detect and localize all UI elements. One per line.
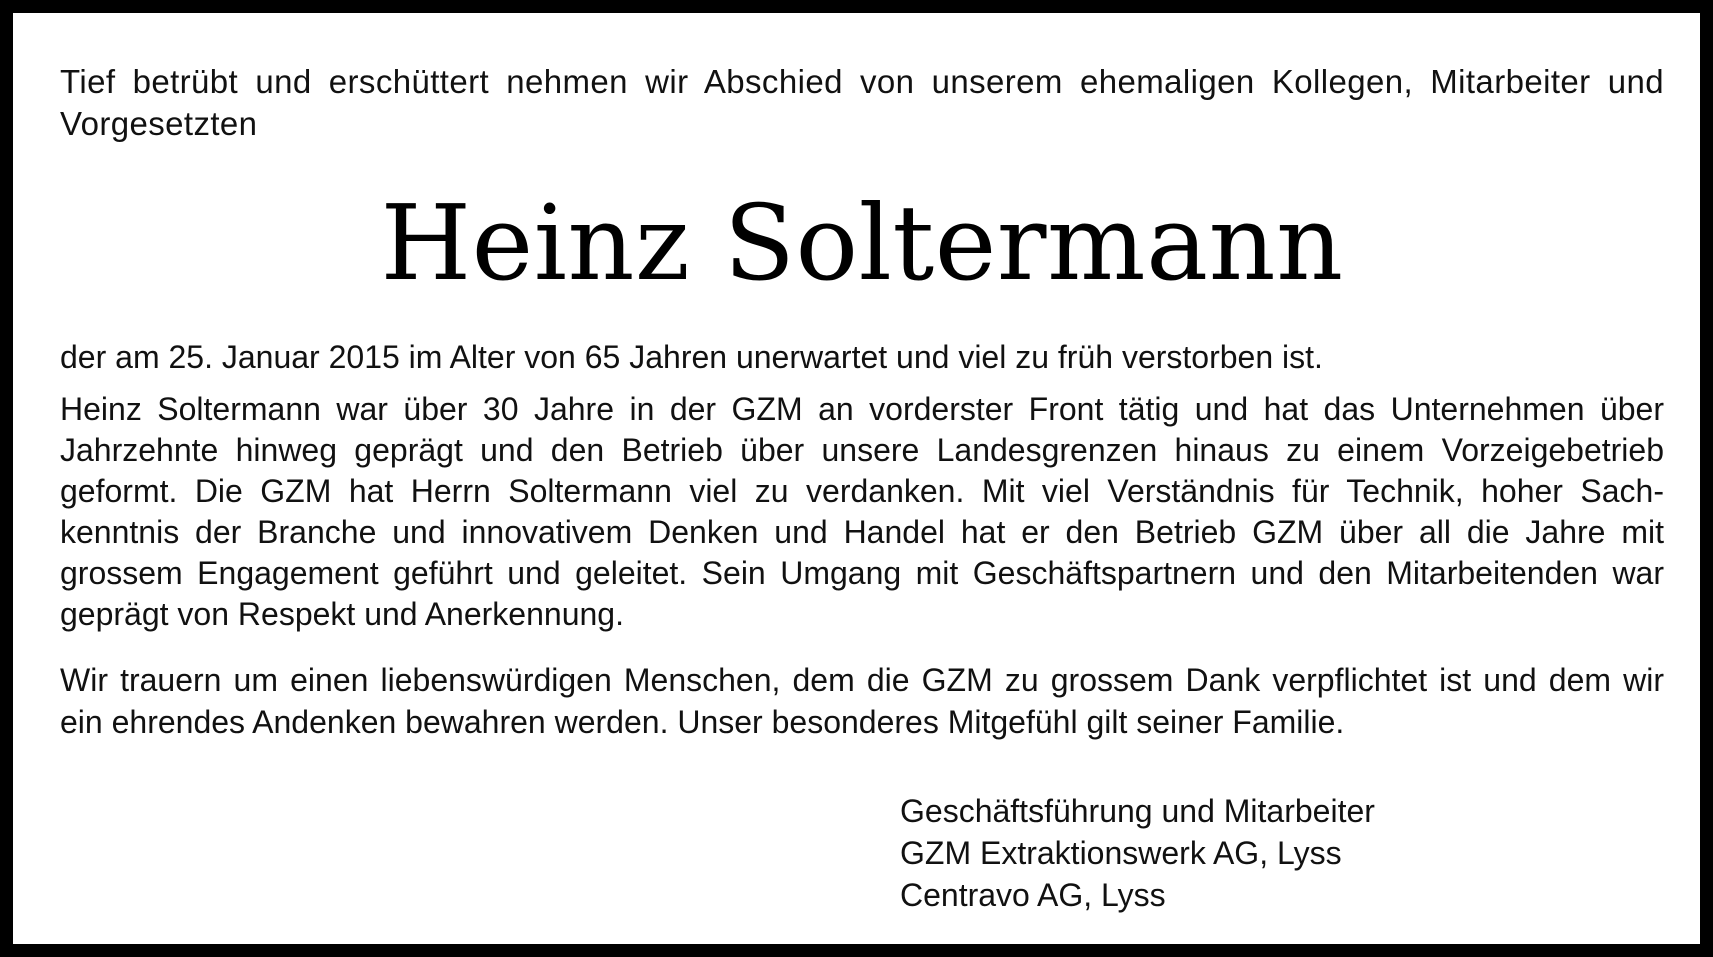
condolence-line: Wir trauern um einen liebenswürdigen Menschen, dem die GZM zu grossem Dank verpflichtet ist und dem wir	[60, 662, 1664, 698]
intro-line: Vorgesetzten	[60, 105, 258, 142]
tribute-line: Jahrzehnte hinweg geprägt und den Betrieb über unsere Landesgrenzen hinaus zu einem Vorzeigebetrieb	[60, 432, 1664, 468]
intro-line: Tief betrübt und erschüttert nehmen wir Abschied von unserem ehemaligen Kollegen, Mitarbeiter und	[60, 63, 1664, 100]
tribute-paragraph	[60, 389, 1664, 635]
signature-line: Centravo AG, Lyss	[900, 877, 1166, 913]
tribute-line: kenntnis der Branche und innovativem Denken und Handel hat er den Betrieb GZM über all die Jahre mit	[60, 514, 1664, 550]
tribute-line: geformt. Die GZM hat Herrn Soltermann viel zu verdanken. Mit viel Verständnis für Technik, hoher Sach-	[60, 473, 1664, 509]
signature-line: Geschäftsführung und Mitarbeiter	[900, 793, 1375, 829]
death-statement: der am 25. Januar 2015 im Alter von 65 Jahren unerwartet und viel zu früh verstorben ist.	[60, 339, 1323, 375]
tribute-line: Heinz Soltermann war über 30 Jahre in der GZM an vorderster Front tätig und hat das Unternehmen über	[60, 391, 1664, 427]
signature-block	[900, 790, 1375, 916]
deceased-name: Heinz Soltermann	[380, 182, 1344, 304]
tribute-line: grossem Engagement geführt und geleitet. Sein Umgang mit Geschäftspartnern und den Mitarbeitenden war	[60, 555, 1664, 591]
intro-paragraph	[60, 61, 1664, 145]
signature-line: GZM Extraktionswerk AG, Lyss	[900, 835, 1342, 871]
condolence-paragraph	[60, 659, 1664, 743]
tribute-line: geprägt von Respekt und Anerkennung.	[60, 596, 624, 632]
condolence-line: ein ehrendes Andenken bewahren werden. Unser besonderes Mitgefühl gilt seiner Familie.	[60, 704, 1345, 740]
